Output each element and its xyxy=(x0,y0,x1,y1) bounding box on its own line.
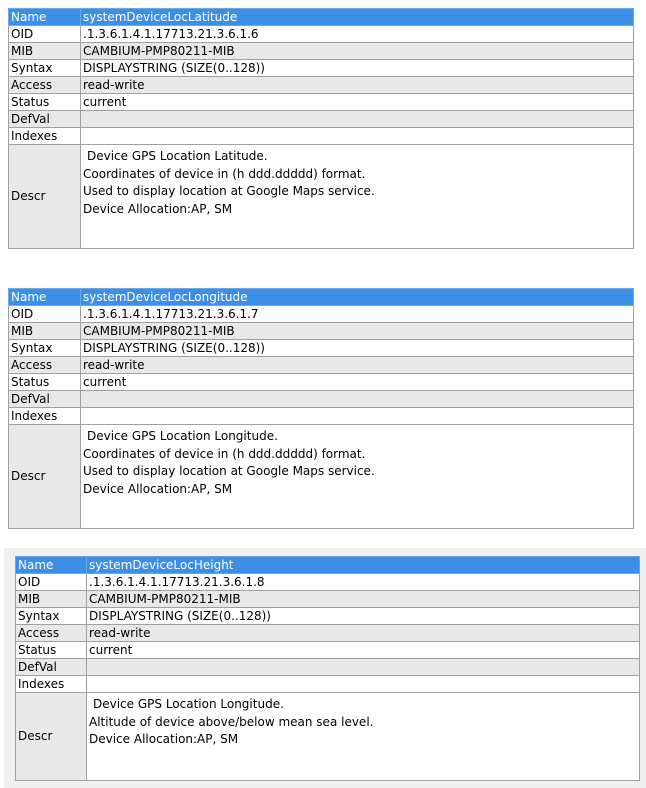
access-label: Access xyxy=(9,357,81,374)
descr-line: Coordinates of device in (h ddd.ddddd) format. xyxy=(83,446,366,461)
status-value[interactable]: current xyxy=(87,642,640,659)
name-value[interactable]: systemDeviceLocHeight xyxy=(87,557,640,574)
status-label: Status xyxy=(9,374,81,391)
syntax-label: Syntax xyxy=(9,60,81,77)
status-value[interactable]: current xyxy=(81,94,634,111)
table-row-descr[interactable] xyxy=(16,693,640,781)
indexes-label: Indexes xyxy=(16,676,87,693)
name-value[interactable]: systemDeviceLocLatitude xyxy=(81,9,634,26)
table-row-mib[interactable] xyxy=(16,591,640,608)
oid-label: OID xyxy=(16,574,87,591)
table-row-mib[interactable] xyxy=(9,43,634,60)
mib-value[interactable]: CAMBIUM-PMP80211-MIB xyxy=(81,323,634,340)
table-row-oid[interactable] xyxy=(16,574,640,591)
mib-object-table xyxy=(15,556,640,781)
descr-value[interactable] xyxy=(87,693,640,781)
defval-value[interactable] xyxy=(87,659,640,676)
status-label: Status xyxy=(16,642,87,659)
table-row-status[interactable] xyxy=(9,374,634,391)
mib-object-panel-height xyxy=(4,548,646,788)
descr-line: Device GPS Location Longitude. xyxy=(87,429,278,443)
name-label: Name xyxy=(16,557,87,574)
name-value[interactable]: systemDeviceLocLongitude xyxy=(81,289,634,306)
table-row-syntax[interactable] xyxy=(9,60,634,77)
indexes-label: Indexes xyxy=(9,408,81,425)
descr-label: Descr xyxy=(9,425,81,529)
name-label: Name xyxy=(9,9,81,26)
mib-label: MIB xyxy=(9,323,81,340)
syntax-label: Syntax xyxy=(16,608,87,625)
access-label: Access xyxy=(9,77,81,94)
table-row-name[interactable] xyxy=(16,557,640,574)
table-row-indexes[interactable] xyxy=(9,128,634,145)
syntax-value[interactable]: DISPLAYSTRING (SIZE(0..128)) xyxy=(81,340,634,357)
table-row-oid[interactable] xyxy=(9,26,634,43)
status-label: Status xyxy=(9,94,81,111)
defval-value[interactable] xyxy=(81,391,634,408)
access-value[interactable]: read-write xyxy=(87,625,640,642)
descr-line: Device Allocation:AP, SM xyxy=(89,732,239,746)
name-label: Name xyxy=(9,289,81,306)
status-value[interactable]: current xyxy=(81,374,634,391)
defval-label: DefVal xyxy=(9,391,81,408)
indexes-value[interactable] xyxy=(81,128,634,145)
table-row-syntax[interactable] xyxy=(16,608,640,625)
table-row-status[interactable] xyxy=(16,642,640,659)
table-row-syntax[interactable] xyxy=(9,340,634,357)
descr-label: Descr xyxy=(16,693,87,781)
defval-label: DefVal xyxy=(16,659,87,676)
syntax-value[interactable]: DISPLAYSTRING (SIZE(0..128)) xyxy=(81,60,634,77)
mib-label: MIB xyxy=(9,43,81,60)
indexes-value[interactable] xyxy=(87,676,640,693)
indexes-label: Indexes xyxy=(9,128,81,145)
descr-line: Used to display location at Google Maps service. xyxy=(83,464,375,478)
descr-line: Altitude of device above/below mean sea level. xyxy=(89,714,374,729)
indexes-value[interactable] xyxy=(81,408,634,425)
descr-line: Coordinates of device in (h ddd.ddddd) format. xyxy=(83,166,366,181)
table-row-access[interactable] xyxy=(9,357,634,374)
table-row-descr[interactable] xyxy=(9,425,634,529)
table-row-name[interactable] xyxy=(9,289,634,306)
oid-label: OID xyxy=(9,26,81,43)
access-value[interactable]: read-write xyxy=(81,357,634,374)
syntax-value[interactable]: DISPLAYSTRING (SIZE(0..128)) xyxy=(87,608,640,625)
mib-label: MIB xyxy=(16,591,87,608)
oid-value[interactable]: .1.3.6.1.4.1.17713.21.3.6.1.8 xyxy=(87,574,640,591)
mib-value[interactable]: CAMBIUM-PMP80211-MIB xyxy=(87,591,640,608)
oid-value[interactable]: .1.3.6.1.4.1.17713.21.3.6.1.7 xyxy=(81,306,634,323)
descr-line: Device GPS Location Latitude. xyxy=(87,149,268,163)
descr-line: Device GPS Location Longitude. xyxy=(93,697,284,711)
mib-object-panel-latitude xyxy=(0,0,646,252)
table-row-mib[interactable] xyxy=(9,323,634,340)
mib-value[interactable]: CAMBIUM-PMP80211-MIB xyxy=(81,43,634,60)
descr-line: Used to display location at Google Maps service. xyxy=(83,184,375,198)
mib-object-table xyxy=(8,288,634,529)
syntax-label: Syntax xyxy=(9,340,81,357)
mib-object-panel-longitude xyxy=(0,280,646,532)
oid-value[interactable]: .1.3.6.1.4.1.17713.21.3.6.1.6 xyxy=(81,26,634,43)
table-row-descr[interactable] xyxy=(9,145,634,249)
table-row-oid[interactable] xyxy=(9,306,634,323)
table-row-access[interactable] xyxy=(9,77,634,94)
access-value[interactable]: read-write xyxy=(81,77,634,94)
table-row-indexes[interactable] xyxy=(9,408,634,425)
descr-value[interactable] xyxy=(81,425,634,529)
descr-label: Descr xyxy=(9,145,81,249)
table-row-defval[interactable] xyxy=(16,659,640,676)
table-row-defval[interactable] xyxy=(9,391,634,408)
table-row-access[interactable] xyxy=(16,625,640,642)
table-row-status[interactable] xyxy=(9,94,634,111)
access-label: Access xyxy=(16,625,87,642)
descr-line: Device Allocation:AP, SM xyxy=(83,201,233,216)
defval-value[interactable] xyxy=(81,111,634,128)
descr-line: Device Allocation:AP, SM xyxy=(83,481,233,496)
table-row-name[interactable] xyxy=(9,9,634,26)
defval-label: DefVal xyxy=(9,111,81,128)
descr-value[interactable] xyxy=(81,145,634,249)
table-row-indexes[interactable] xyxy=(16,676,640,693)
mib-object-table xyxy=(8,8,634,249)
table-row-defval[interactable] xyxy=(9,111,634,128)
oid-label: OID xyxy=(9,306,81,323)
